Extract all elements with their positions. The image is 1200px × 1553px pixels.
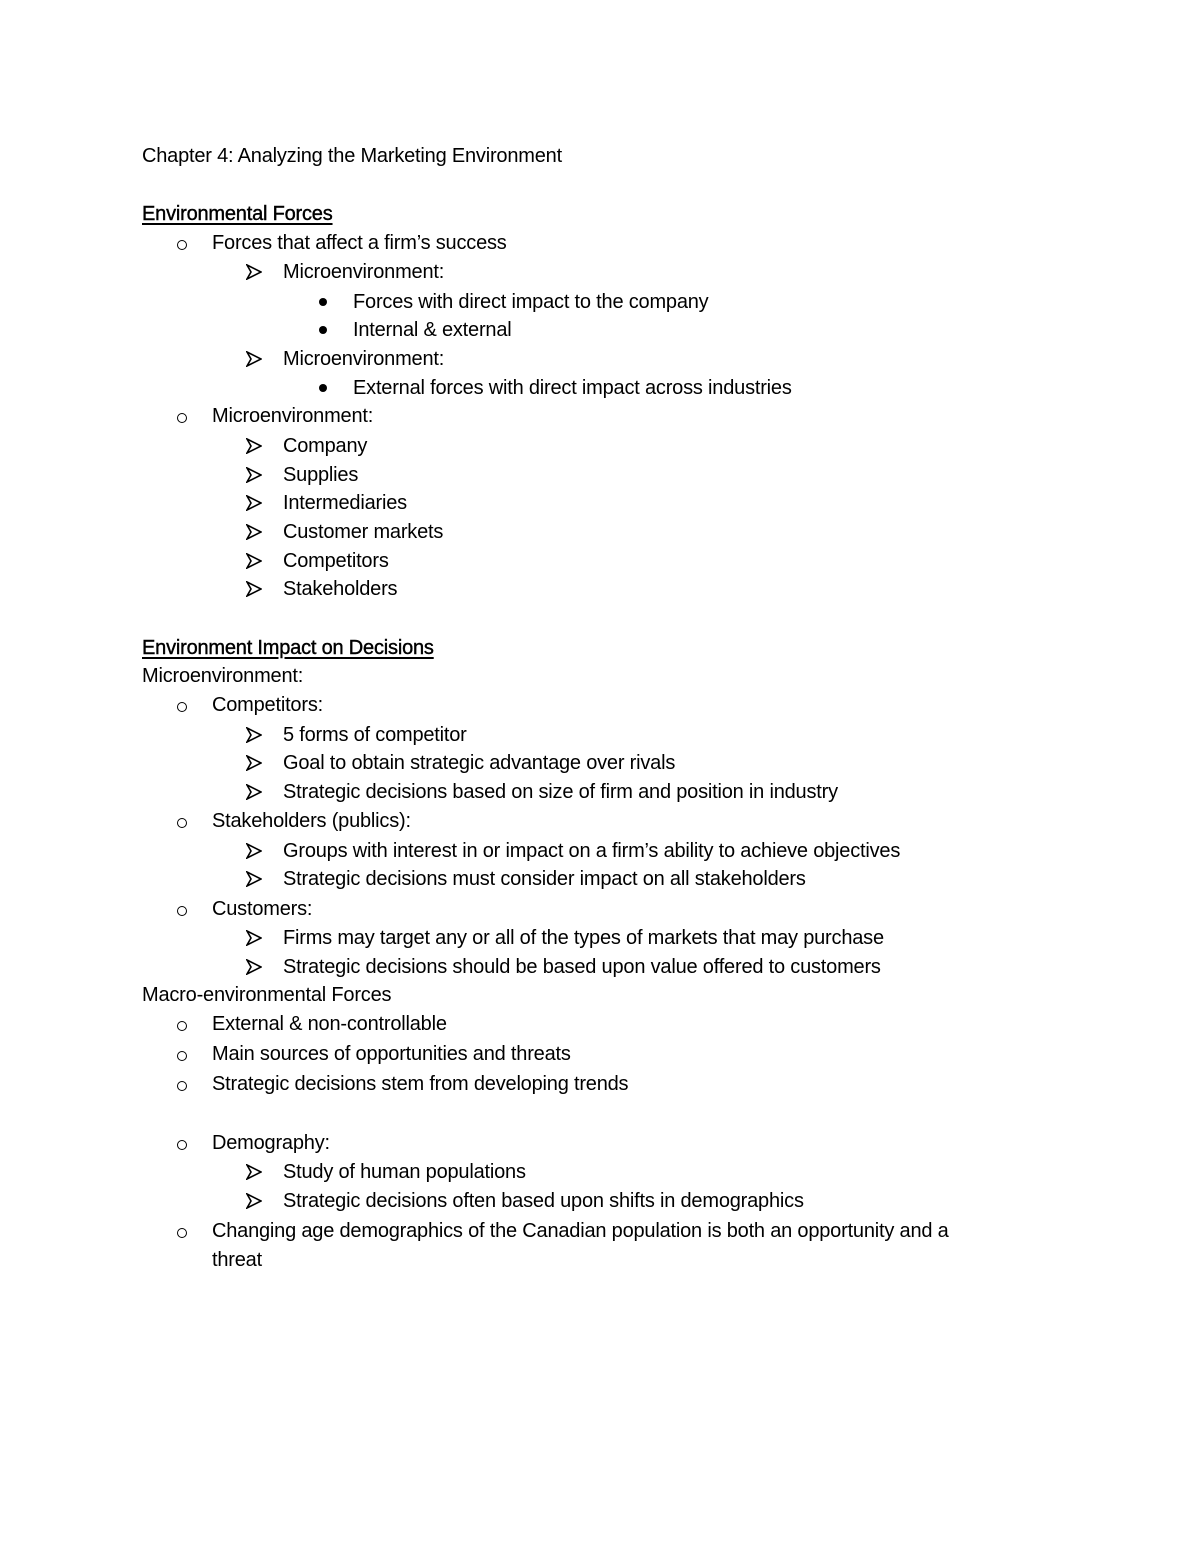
list-item-text: Forces with direct impact to the company	[353, 291, 709, 313]
section-heading-text: Environment Impact on Decisions	[142, 637, 434, 659]
list-item-text: Strategic decisions often based upon shifts in demographics	[283, 1190, 804, 1212]
list-item-text: Study of human populations	[283, 1161, 526, 1183]
subsection-label-text: Microenvironment:	[142, 665, 304, 687]
list-item-text: Company	[283, 435, 368, 457]
section-heading-text: Environmental Forces	[142, 203, 333, 225]
subsection-label-text: Macro-environmental Forces	[142, 984, 392, 1006]
list-item-text: Competitors	[283, 550, 389, 572]
list-item-text: Stakeholders (publics):	[212, 810, 411, 832]
list-item-text: Strategic decisions should be based upon value offered to customers	[283, 956, 881, 978]
list-item-text: Demography:	[212, 1132, 330, 1154]
list-item-text: 5 forms of competitor	[283, 724, 467, 746]
list-item-text: threat	[212, 1249, 262, 1271]
list-item-text: Microenvironment:	[283, 261, 445, 283]
list-item-text: Stakeholders	[283, 578, 398, 600]
list-item-text: Strategic decisions stem from developing trends	[212, 1073, 629, 1095]
list-item-text: Internal & external	[353, 319, 512, 341]
list-item-text: Microenvironment:	[212, 405, 374, 427]
list-item-text: Microenvironment:	[283, 348, 445, 370]
list-item-text: Intermediaries	[283, 492, 407, 514]
list-item-text: Customers:	[212, 898, 313, 920]
list-item-text: Changing age demographics of the Canadian population is both an opportunity and a	[212, 1220, 949, 1242]
list-item-text: External forces with direct impact across industries	[353, 377, 792, 399]
list-item-text: Strategic decisions based on size of firm and position in industry	[283, 781, 838, 803]
list-item-text: Strategic decisions must consider impact on all stakeholders	[283, 868, 806, 890]
list-item-text: Firms may target any or all of the types of markets that may purchase	[283, 927, 884, 949]
list-item-text: Customer markets	[283, 521, 444, 543]
list-item-text: Competitors:	[212, 694, 323, 716]
document-title-text: Chapter 4: Analyzing the Marketing Environment	[142, 145, 562, 167]
list-item-text: Forces that affect a firm’s success	[212, 232, 507, 254]
list-item-text: Main sources of opportunities and threats	[212, 1043, 571, 1065]
list-item-text: Supplies	[283, 464, 359, 486]
list-item-text: Groups with interest in or impact on a firm’s ability to achieve objectives	[283, 840, 901, 862]
list-item-text: Goal to obtain strategic advantage over rivals	[283, 752, 676, 774]
list-item-text: External & non-controllable	[212, 1013, 447, 1035]
